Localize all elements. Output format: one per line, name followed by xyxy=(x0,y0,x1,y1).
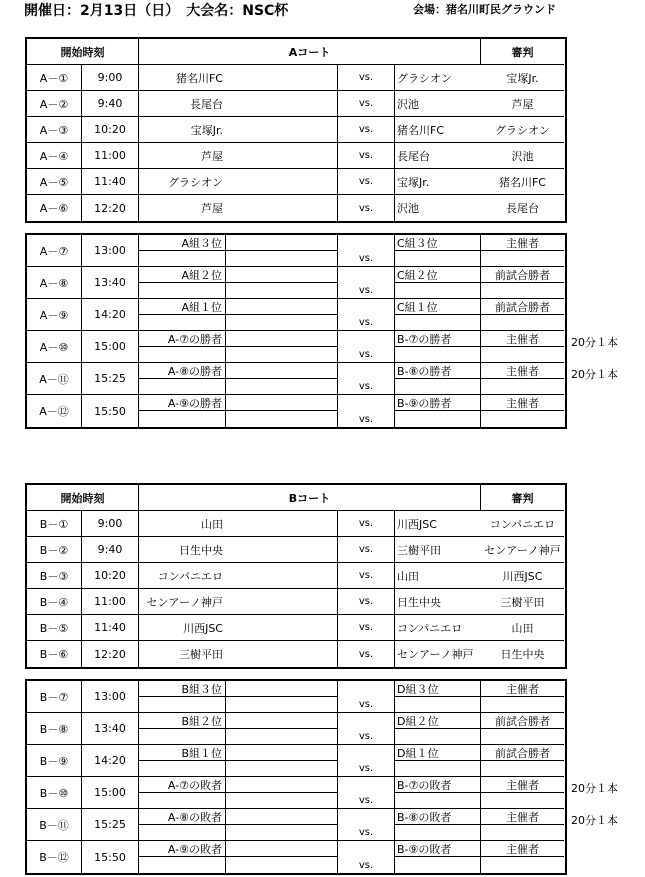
referee-cell xyxy=(481,681,564,713)
home-team: A組３位 xyxy=(181,237,222,250)
home-team-cell xyxy=(139,299,226,331)
vs-label: vs. xyxy=(338,299,395,331)
vs-label: vs. xyxy=(338,537,395,563)
away-team: D組１位 xyxy=(397,747,439,760)
referee: 主催者 xyxy=(506,333,539,346)
match-id: A－⑦ xyxy=(27,235,82,267)
home-blank xyxy=(226,299,338,331)
home-team: A-⑦の敗者 xyxy=(167,779,222,792)
referee-cell xyxy=(481,395,564,427)
away-team: 川西JSC xyxy=(395,511,481,537)
match-time: 11:00 xyxy=(82,589,139,615)
vs-label: vs. xyxy=(338,713,395,745)
table-row xyxy=(27,195,565,221)
match-id: B－⑨ xyxy=(27,745,82,777)
match-id: A－⑫ xyxy=(27,395,82,427)
referee-cell xyxy=(481,331,564,363)
match-time: 10:20 xyxy=(82,563,139,589)
vs-label: vs. xyxy=(338,841,395,873)
court-b-playoff-table xyxy=(25,679,567,875)
referee-header: 審判 xyxy=(481,39,564,65)
home-blank xyxy=(226,713,338,745)
match-note: 20分１本 xyxy=(571,814,618,827)
away-team-cell xyxy=(395,713,481,745)
match-time: 15:50 xyxy=(82,841,139,873)
home-blank xyxy=(226,235,338,267)
home-blank xyxy=(226,91,338,117)
match-time: 12:20 xyxy=(82,641,139,667)
match-id: A－③ xyxy=(27,117,82,143)
match-time: 9:00 xyxy=(82,511,139,537)
home-blank xyxy=(226,363,338,395)
match-id: A－⑧ xyxy=(27,267,82,299)
match-id: B－⑪ xyxy=(27,809,82,841)
vs-label: vs. xyxy=(338,511,395,537)
away-team: コンパニエロ xyxy=(395,615,481,641)
home-team: B組１位 xyxy=(181,747,222,760)
home-team: A-⑧の勝者 xyxy=(167,365,222,378)
match-id: B－④ xyxy=(27,589,82,615)
home-blank xyxy=(226,395,338,427)
away-team-cell xyxy=(395,363,481,395)
match-id: B－⑤ xyxy=(27,615,82,641)
away-team: 三樹平田 xyxy=(395,537,481,563)
table-row xyxy=(27,745,565,777)
referee: 前試合勝者 xyxy=(495,715,550,728)
home-blank xyxy=(226,267,338,299)
referee: 川西JSC xyxy=(481,563,564,589)
home-team: A-⑨の敗者 xyxy=(167,843,222,856)
home-team: B組３位 xyxy=(181,683,222,696)
referee-header: 審判 xyxy=(481,485,564,511)
vs-label: vs. xyxy=(338,65,395,91)
home-team: 宝塚Jr. xyxy=(139,117,226,143)
table-row xyxy=(27,511,565,537)
referee-cell xyxy=(481,713,564,745)
table-row xyxy=(27,363,565,395)
match-id: B－⑧ xyxy=(27,713,82,745)
referee: 前試合勝者 xyxy=(495,301,550,314)
home-team: 川西JSC xyxy=(139,615,226,641)
away-team-cell xyxy=(395,681,481,713)
home-team-cell xyxy=(139,267,226,299)
referee-cell xyxy=(481,363,564,395)
home-team: A組２位 xyxy=(181,269,222,282)
away-team-cell xyxy=(395,841,481,873)
referee: 長尾台 xyxy=(506,202,539,215)
home-blank xyxy=(226,537,338,563)
away-team: 日生中央 xyxy=(395,589,481,615)
home-blank xyxy=(226,563,338,589)
table-header-row xyxy=(27,39,565,65)
match-time: 15:00 xyxy=(82,777,139,809)
home-blank xyxy=(226,65,338,91)
away-team: C組２位 xyxy=(397,269,438,282)
table-row xyxy=(27,235,565,267)
table-row xyxy=(27,563,565,589)
referee: 主催者 xyxy=(506,397,539,410)
away-team-cell xyxy=(395,299,481,331)
home-team-cell xyxy=(139,235,226,267)
away-team-cell xyxy=(395,745,481,777)
referee: 芦屋 xyxy=(481,91,564,117)
vs-label: vs. xyxy=(338,681,395,713)
match-time: 15:00 xyxy=(82,331,139,363)
table-row xyxy=(27,169,565,195)
referee: 山田 xyxy=(481,615,564,641)
event-title: 開催日：2月13日（日） 大会名：NSC杯 xyxy=(24,3,289,19)
home-team: 芦屋 xyxy=(201,202,223,215)
vs-label: vs. xyxy=(338,395,395,427)
table-row xyxy=(27,331,565,363)
vs-label: vs. xyxy=(338,235,395,267)
match-id: A－⑤ xyxy=(27,169,82,195)
match-note: 20分１本 xyxy=(571,336,618,349)
vs-label: vs. xyxy=(338,615,395,641)
match-time: 13:00 xyxy=(82,681,139,713)
referee: 前試合勝者 xyxy=(495,269,550,282)
away-team: 宝塚Jr. xyxy=(395,169,481,195)
table-row xyxy=(27,537,565,563)
court-header: Bコート xyxy=(139,485,481,511)
home-team: B組２位 xyxy=(181,715,222,728)
venue: 会場：猪名川町民グラウンド xyxy=(413,3,556,16)
home-team-cell xyxy=(139,395,226,427)
match-time: 13:40 xyxy=(82,713,139,745)
referee-cell xyxy=(481,777,564,809)
home-blank xyxy=(226,777,338,809)
table-row xyxy=(27,681,565,713)
table-row xyxy=(27,841,565,873)
away-team-cell xyxy=(395,267,481,299)
match-time: 13:40 xyxy=(82,267,139,299)
match-id: A－④ xyxy=(27,143,82,169)
table-row xyxy=(27,809,565,841)
home-blank xyxy=(226,169,338,195)
home-blank xyxy=(226,117,338,143)
table-row xyxy=(27,641,565,667)
home-team: A-⑨の勝者 xyxy=(167,397,222,410)
home-blank xyxy=(226,195,338,221)
match-time: 9:00 xyxy=(82,65,139,91)
match-note: 20分１本 xyxy=(571,368,618,381)
referee: グラシオン xyxy=(481,117,564,143)
match-id: A－⑨ xyxy=(27,299,82,331)
referee-cell xyxy=(481,235,564,267)
match-id: B－① xyxy=(27,511,82,537)
match-id: A－⑪ xyxy=(27,363,82,395)
match-time: 15:25 xyxy=(82,809,139,841)
table-row xyxy=(27,777,565,809)
vs-label: vs. xyxy=(338,267,395,299)
home-blank xyxy=(226,681,338,713)
away-team: 沢池 xyxy=(397,202,419,215)
table-header-row xyxy=(27,485,565,511)
vs-label: vs. xyxy=(338,589,395,615)
away-team: D組２位 xyxy=(397,715,439,728)
match-id: B－⑫ xyxy=(27,841,82,873)
match-time: 11:00 xyxy=(82,143,139,169)
referee: センアーノ神戸 xyxy=(481,537,564,563)
home-blank xyxy=(226,511,338,537)
home-team: A-⑦の勝者 xyxy=(167,333,222,346)
away-team-cell xyxy=(395,331,481,363)
home-team: 芦屋 xyxy=(139,143,226,169)
away-team: C組１位 xyxy=(397,301,438,314)
home-team: コンパニエロ xyxy=(139,563,226,589)
away-team-cell xyxy=(395,777,481,809)
table-row xyxy=(27,267,565,299)
referee: 主催者 xyxy=(506,237,539,250)
away-team: B-⑦の敗者 xyxy=(397,779,452,792)
away-team: D組３位 xyxy=(397,683,439,696)
match-id: B－⑦ xyxy=(27,681,82,713)
match-id: B－③ xyxy=(27,563,82,589)
vs-label: vs. xyxy=(338,169,395,195)
vs-label: vs. xyxy=(338,117,395,143)
home-team: A-⑧の敗者 xyxy=(167,811,222,824)
referee: 猪名川FC xyxy=(481,169,564,195)
referee: 主催者 xyxy=(506,365,539,378)
home-team: 山田 xyxy=(139,511,226,537)
referee: 主催者 xyxy=(506,811,539,824)
referee: 主催者 xyxy=(506,843,539,856)
table-row xyxy=(27,91,565,117)
referee-cell xyxy=(481,841,564,873)
home-team: センアーノ神戸 xyxy=(139,589,226,615)
home-blank xyxy=(226,331,338,363)
away-team: B-⑧の勝者 xyxy=(397,365,452,378)
match-note: 20分１本 xyxy=(571,782,618,795)
referee: コンパニエロ xyxy=(481,511,564,537)
home-team: グラシオン xyxy=(139,169,226,195)
court-a-playoff-table xyxy=(25,233,567,429)
match-time: 9:40 xyxy=(82,91,139,117)
match-time: 13:00 xyxy=(82,235,139,267)
match-time: 10:20 xyxy=(82,117,139,143)
table-row xyxy=(27,589,565,615)
home-team-cell xyxy=(139,363,226,395)
referee: 宝塚Jr. xyxy=(481,65,564,91)
match-id: B－② xyxy=(27,537,82,563)
match-time: 15:25 xyxy=(82,363,139,395)
referee: 主催者 xyxy=(506,683,539,696)
vs-label: vs. xyxy=(338,195,395,221)
table-row xyxy=(27,143,565,169)
home-team-cell xyxy=(139,809,226,841)
away-team: B-⑨の勝者 xyxy=(397,397,452,410)
match-time: 14:20 xyxy=(82,745,139,777)
match-id: A－① xyxy=(27,65,82,91)
table-row xyxy=(27,299,565,331)
court-a-schedule-table xyxy=(25,37,567,223)
home-blank xyxy=(226,615,338,641)
vs-label: vs. xyxy=(338,91,395,117)
home-team: 日生中央 xyxy=(139,537,226,563)
home-team: 長尾台 xyxy=(139,91,226,117)
referee-cell xyxy=(481,267,564,299)
match-time: 12:20 xyxy=(82,195,139,221)
table-row xyxy=(27,395,565,427)
match-id: B－⑩ xyxy=(27,777,82,809)
home-team-cell xyxy=(139,841,226,873)
home-team-cell xyxy=(139,331,226,363)
vs-label: vs. xyxy=(338,363,395,395)
home-team-cell xyxy=(139,713,226,745)
start-time-header: 開始時刻 xyxy=(27,485,139,511)
vs-label: vs. xyxy=(338,745,395,777)
match-id: A－⑩ xyxy=(27,331,82,363)
vs-label: vs. xyxy=(338,563,395,589)
away-team-cell xyxy=(395,235,481,267)
home-blank xyxy=(226,143,338,169)
home-blank xyxy=(226,841,338,873)
away-team-cell xyxy=(395,809,481,841)
away-team: C組３位 xyxy=(397,237,438,250)
table-row xyxy=(27,65,565,91)
match-id: B－⑥ xyxy=(27,641,82,667)
referee: 前試合勝者 xyxy=(495,747,550,760)
away-team: グラシオン xyxy=(395,65,481,91)
away-team: B-⑨の敗者 xyxy=(397,843,452,856)
vs-label: vs. xyxy=(338,641,395,667)
referee: 三樹平田 xyxy=(481,589,564,615)
home-blank xyxy=(226,641,338,667)
match-time: 9:40 xyxy=(82,537,139,563)
home-blank xyxy=(226,809,338,841)
away-team: B-⑦の勝者 xyxy=(397,333,452,346)
home-blank xyxy=(226,589,338,615)
home-team: 猪名川FC xyxy=(139,65,226,91)
home-team: A組１位 xyxy=(181,301,222,314)
referee-cell xyxy=(481,299,564,331)
vs-label: vs. xyxy=(338,331,395,363)
start-time-header: 開始時刻 xyxy=(27,39,139,65)
away-team: 長尾台 xyxy=(395,143,481,169)
match-time: 11:40 xyxy=(82,169,139,195)
away-team: 沢池 xyxy=(395,91,481,117)
court-header: Aコート xyxy=(139,39,481,65)
away-team: B-⑧の敗者 xyxy=(397,811,452,824)
away-team: 猪名川FC xyxy=(395,117,481,143)
court-b-schedule-table xyxy=(25,483,567,669)
home-team: 三樹平田 xyxy=(179,648,223,661)
match-time: 11:40 xyxy=(82,615,139,641)
vs-label: vs. xyxy=(338,143,395,169)
away-team: 山田 xyxy=(395,563,481,589)
table-row xyxy=(27,713,565,745)
match-id: A－⑥ xyxy=(27,195,82,221)
home-blank xyxy=(226,745,338,777)
referee: 沢池 xyxy=(481,143,564,169)
away-team: センアーノ神戸 xyxy=(397,648,474,661)
referee: 主催者 xyxy=(506,779,539,792)
match-time: 14:20 xyxy=(82,299,139,331)
away-team-cell xyxy=(395,395,481,427)
match-id: A－② xyxy=(27,91,82,117)
referee-cell xyxy=(481,745,564,777)
match-time: 15:50 xyxy=(82,395,139,427)
referee-cell xyxy=(481,809,564,841)
referee: 日生中央 xyxy=(500,648,545,661)
vs-label: vs. xyxy=(338,809,395,841)
home-team-cell xyxy=(139,745,226,777)
vs-label: vs. xyxy=(338,777,395,809)
table-row xyxy=(27,117,565,143)
home-team-cell xyxy=(139,681,226,713)
table-row xyxy=(27,615,565,641)
home-team-cell xyxy=(139,777,226,809)
